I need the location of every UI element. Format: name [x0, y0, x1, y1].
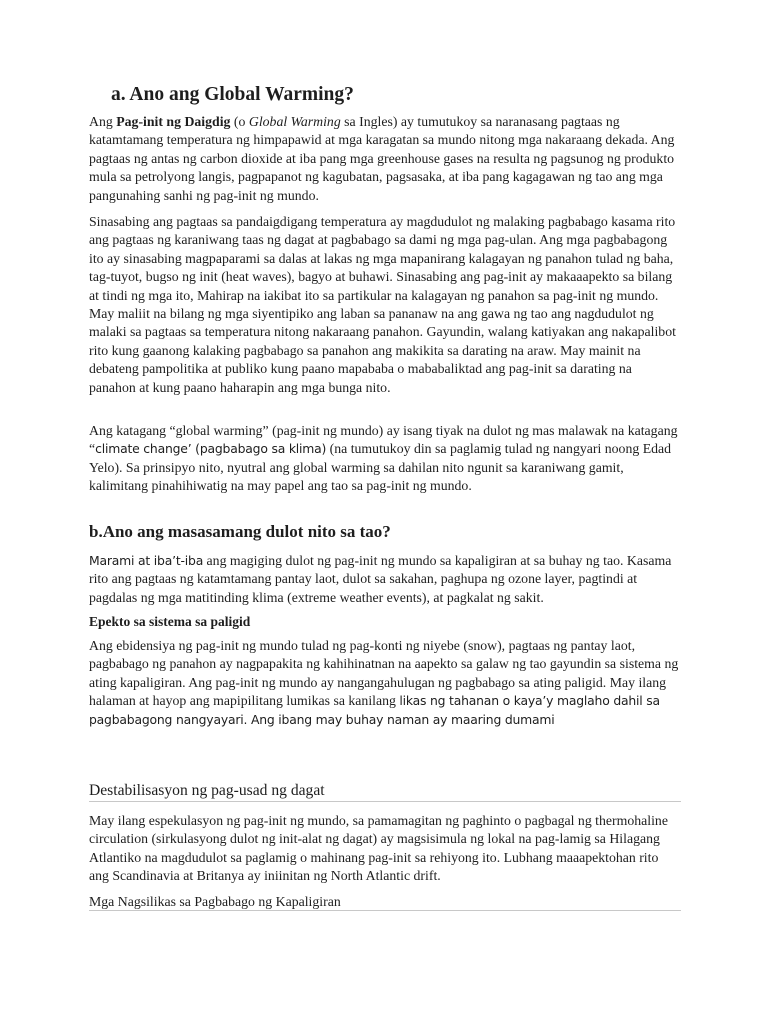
divider [89, 801, 681, 802]
heading-global-warming: a. Ano ang Global Warming? [111, 84, 354, 105]
text-run: (na tumutukoy din sa paglamig tulad ng nangyari noong Edad Yelo). Sa prinsipyo nito, nyutral ang global warming sa dahilan nito ngunit sa karaniwang gamit, kalimitang pinahihiwatig na may papel ang tao sa pag-init ng mundo. [89, 441, 672, 494]
heading-epekto: Epekto sa sistema sa paligid [89, 614, 251, 629]
paragraph-destabilisasyon: May ilang espekulasyon ng pag-init ng mundo, sa pamamagitan ng paghinto o pagbagal ng thermohaline circulation (sirkulasyong dulot ng init-alat ng dagat) ay magsisimula ng lokal na pag-lamig sa Hilagang Atlantiko na magdudulot sa paglamig o mahinang pag-init sa rehiyong ito. Lubhang maaapektohan rito ang Scandinavia at Britanya ay iniinitan ng North Atlantic drift. [89, 813, 668, 884]
text-run-sans: Marami at iba’t-iba [89, 553, 204, 568]
paragraph-epekto [89, 637, 681, 729]
paragraph-effects: Sinasabing ang pagtaas sa pandaigdigang temperatura ay magdudulot ng malaking pagbabago kasama rito ang pagtaas ng karaniwang taas ng dagat at pagbabago sa dami ng mga pag-ulan. Ang mga pagbabagong ito ay sinasabing magpaparami sa dalas at lakas ng mga mapanirang kalagayan ng panahon tulad ng baha, tag-tuyot, bugso ng init (heat waves), bagyo at buhawi. Sinasabing ang pag-init ay makaaapekto sa bilang at tindi ng mga ito, Mahirap na iakibat ito sa partikular na kalagayan ng panahon sa pag-init ng mundo. May maliit na bilang ng mga siyentipiko ang laban sa pananaw na ang gawa ng tao ang nagdudulot ng malaki sa pagtaas sa temperatura nitong nakaraang panahon. Gayundin, walang katiyakan ang nakapalibot rito kung gaanong kalaking pagbabago sa panahon ang makikita sa darating na araw. May mainit na debateng pampolitika at publiko kung paano mapababa o mababaliktad ang pag-init sa darating na panahon at kung paano haharapin ang mga bunga nito. [89, 214, 676, 395]
text-run-sans: climate change’ (pagbabago sa klima) [95, 441, 327, 457]
divider [89, 910, 681, 911]
text-run: Ang katagang “global warming” (pag-init ng mundo) ay isang tiyak na dulot ng mas malawak na katagang “ [89, 423, 678, 457]
paragraph-dulot [89, 552, 681, 607]
heading-nagsilikas: Mga Nagsilikas sa Pagbabago ng Kapaligiran [89, 894, 341, 909]
text-run: sa Ingles) ay tumutukoy sa naranasang pagtaas ng katamtamang temperatura ng himpapawid at mga karagatan sa mundo nitong mga nakaraang dekada. Ang pagtaas ng antas ng carbon dioxide at iba pang mga greenhouse gases na resulta ng pagsunog ng produkto mula sa petrolyong langis, pagpapanot ng kagubatan, pagsasaka, at iba pang kagagawan ng tao ang mga pangunahing sanhi ng pag-init ng mundo. [89, 114, 675, 203]
text-run: ang magiging dulot ng pag-init ng mundo sa kapaligiran at sa buhay ng tao. Kasama rito ang pagtaas ng katamtamang pantay laot, dulot sa sakahan, paghupa ng ozone layer, pagtindi at pagdalas ng mga matitinding klima (extreme weather events), at pagkalat ng sakit. [89, 553, 672, 605]
heading-destabilisasyon: Destabilisasyon ng pag-usad ng dagat [89, 782, 325, 799]
heading-masasamang-dulot: b.Ano ang masasamang dulot nito sa tao? [89, 522, 391, 541]
text-run: (o [230, 114, 249, 129]
italic-term: Global Warming [248, 114, 341, 129]
text-run: Ang ebidensiya ng pag-init ng mundo tulad ng pag-konti ng niyebe (snow), pagtaas ng pantay laot, pagbabago ng panahon ay nagpapakita ng kahihinatnan na aapekto sa galaw ng tao gayundin sa sistema ng ating kapaligiran. Ang pag-init ng mundo ay nangangahulugan ng pagbabago sa ating paligid. May ilang halaman at hayop ang mapipilitang lumikas sa kanilang [89, 638, 679, 709]
paragraph-definition [89, 113, 681, 205]
text-run: Ang [89, 114, 117, 129]
paragraph-climate-change [89, 422, 681, 496]
text-run-sans: likas ng tahanan o kaya’y maglaho dahil sa pagbabagong nangyayari. Ang ibang may buhay naman ay maaring dumami [89, 693, 660, 727]
bold-term: Pag-init ng Daigdig [116, 114, 231, 129]
